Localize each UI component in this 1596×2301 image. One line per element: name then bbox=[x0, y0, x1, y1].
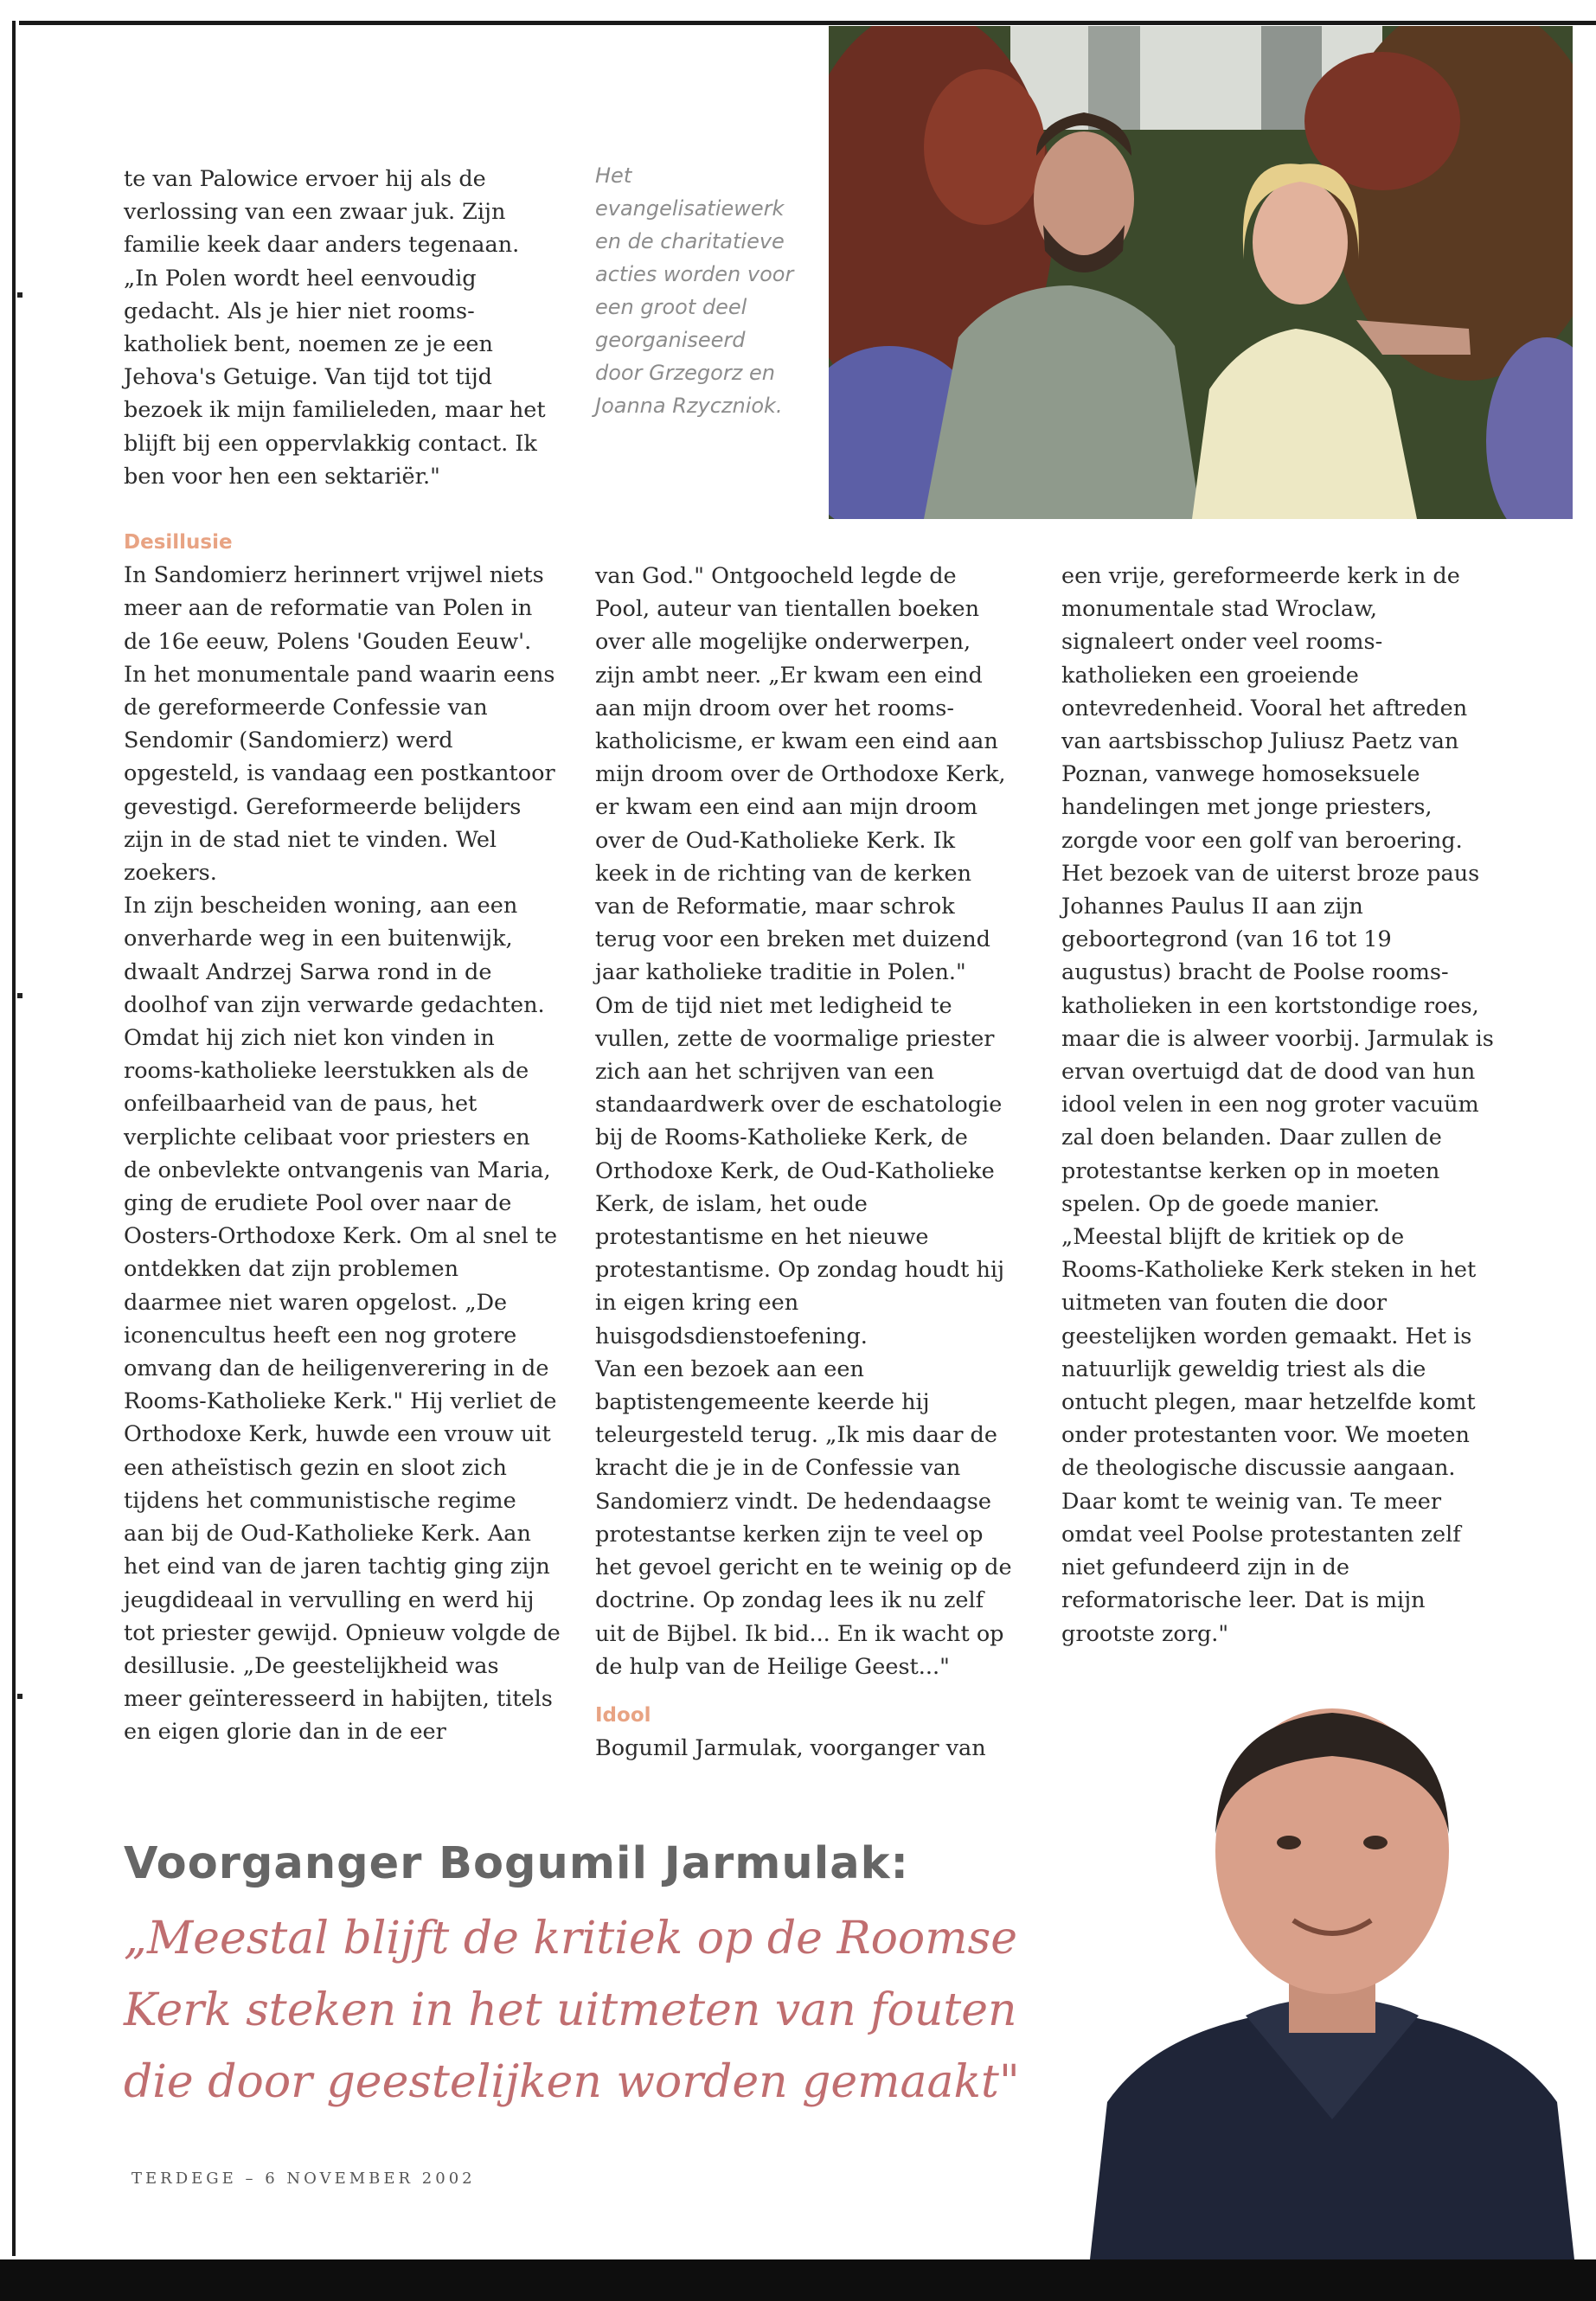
margin-mark bbox=[17, 292, 22, 298]
paragraph: een vrije, gereformeerde kerk in de monumentale stad Wroclaw, signaleert onder veel rooms-katholieken een groeiende ontevredenheid. Vooral het aftreden van aartsbisschop Juliusz Paetz van Poznan, vanwege homoseksuele handelingen met jonge priesters, zorgde voor een golf van beroering. bbox=[1061, 563, 1468, 854]
paragraph: Van een bezoek aan een baptistengemeente keerde hij teleurgesteld terug. „Ik mis daar de kracht die je in de Confessie van Sandomierz vindt. De hedendaagse protestantse kerken zijn te veel op het gevoel gericht en te weinig op de doctrine. Op zondag lees ik nu zelf uit de Bijbel. Ik bid... En ik wacht op de hulp van de Heilige Geest..." bbox=[595, 1356, 1012, 1680]
article-column-2 bbox=[595, 560, 1015, 1765]
paragraph: In Sandomierz herinnert vrijwel niets meer aan de reformatie van Polen in de 16e eeuw, Polens 'Gouden Eeuw'. In het monumentale pand waarin eens de gereformeerde Confessie van Sendomir (Sandomierz) werd opgesteld, is vandaag een postkantoor gevestigd. Gereformeerde belijders zijn in de stad niet te vinden. Wel zoekers. bbox=[124, 562, 555, 887]
photo-caption: Het evangelisatiewerk en de charitatieve acties worden voor een groot deel georganiseerd door Grzegorz en Joanna Rzyczniok. bbox=[595, 163, 794, 418]
paragraph: „Meestal blijft de kritiek op de Rooms-Katholieke Kerk steken in het uitmeten van fouten die door geestelijken worden gemaakt. Het is natuurlijk geweldig triest als die ontucht plegen, maar hetzelfde komt onder protestanten voor. We moeten de theologische discussie aangaan. Daar komt te weinig van. Te meer omdat veel Poolse protestanten zelf niet gefundeerd zijn in de reformatorische leer. Dat is mijn grootste zorg." bbox=[1061, 1224, 1477, 1647]
paragraph: Om de tijd niet met ledigheid te vullen, zette de voormalige priester zich aan het schrijven van een standaardwerk over de eschatologie bij de Rooms-Katholieke Kerk, de Orthodoxe Kerk, de Oud-Katholieke Kerk, de islam, het oude protestantisme en het nieuwe protestantisme. Op zondag houdt hij in eigen kring een huisgodsdienstoefening. bbox=[595, 992, 1004, 1349]
margin-mark bbox=[17, 1694, 22, 1699]
paragraph: van God." Ontgoocheld legde de Pool, auteur van tientallen boeken over alle mogelijke onderwerpen, zijn ambt neer. „Er kwam een eind aan mijn droom over het rooms-katholicisme, er kwam een eind aan mijn droom over de Orthodoxe Kerk, er kwam een eind aan mijn droom over de Oud-Katholieke Kerk. Ik keek in de richting van de kerken van de Reformatie, maar schrok terug voor een breken met duizend jaar katholieke traditie in Polen." bbox=[595, 563, 1006, 986]
portrait-photo bbox=[1073, 1687, 1583, 2259]
couple-photo bbox=[829, 26, 1573, 519]
section-heading-idool: Idool bbox=[595, 1703, 651, 1727]
bottom-bar bbox=[0, 2259, 1596, 2301]
paragraph: Het bezoek van de uiterst broze paus Johannes Paulus II aan zijn geboortegrond (van 16 tot 19 augustus) bracht de Poolse rooms-katholieken in een kortstondige roes, maar die is alweer voorbij. Jarmulak is ervan overtuigd dat de dood van hun idool velen in een nog groter vacuüm zal doen belanden. Daar zullen de protestantse kerken op in moeten spelen. Op de goede manier. bbox=[1061, 860, 1494, 1217]
margin-mark bbox=[17, 993, 22, 998]
article-column-3 bbox=[1061, 560, 1494, 1650]
paragraph: te van Palowice ervoer hij als de verlossing van een zwaar juk. Zijn familie keek daar anders tegenaan. „In Polen wordt heel eenvoudig gedacht. Als je hier niet rooms-katholiek bent, noemen ze je een Jehova's Getuige. Van tijd tot tijd bezoek ik mijn familieleden, maar het blijft bij een oppervlakkig contact. Ik ben voor hen een sektariër." bbox=[124, 166, 546, 490]
left-rule bbox=[12, 21, 16, 2256]
article-column-top bbox=[124, 163, 556, 493]
paragraph: In zijn bescheiden woning, aan een onverharde weg in een buitenwijk, dwaalt Andrzej Sarwa rond in de doolhof van zijn verwarde gedachten. Omdat hij zich niet kon vinden in rooms-katholieke leerstukken als de onfeilbaarheid van de paus, het verplichte celibaat voor priesters en de onbevlekte ontvangenis van Maria, ging de erudiete Pool over naar de Oosters-Orthodoxe Kerk. Om al snel te ontdekken dat zijn problemen daarmee niet waren opgelost. „De iconencultus heeft een nog grotere omvang dan de heiligenverering in de Rooms-Katholieke Kerk." Hij verliet de Orthodoxe Kerk, huwde een vrouw uit een atheïstisch gezin en sloot zich tijdens het communistische regime aan bij de Oud-Katholieke Kerk. Aan het eind van de jaren tachtig ging zijn jeugdideaal in vervulling en werd hij tot priester gewijd. Opnieuw volgde de desillusie. „De geestelijkheid was meer geïnteresseerd in habijten, titels en eigen glorie dan in de eer bbox=[124, 893, 561, 1746]
top-rule bbox=[19, 21, 1596, 25]
pullquote-text: „Meestal blijft de kritiek op de Roomse Kerk steken in het uitmeten van fouten die door geestelijken worden gemaakt" bbox=[124, 1913, 1020, 2108]
paragraph: Bogumil Jarmulak, voorganger van bbox=[595, 1735, 986, 1762]
section-heading-desillusie: Desillusie bbox=[124, 531, 233, 554]
page-footer: TERDEGE – 6 NOVEMBER 2002 bbox=[131, 2170, 476, 2188]
pullquote-title: Voorganger Bogumil Jarmulak: bbox=[124, 1838, 909, 1889]
article-column-1 bbox=[124, 526, 561, 1749]
